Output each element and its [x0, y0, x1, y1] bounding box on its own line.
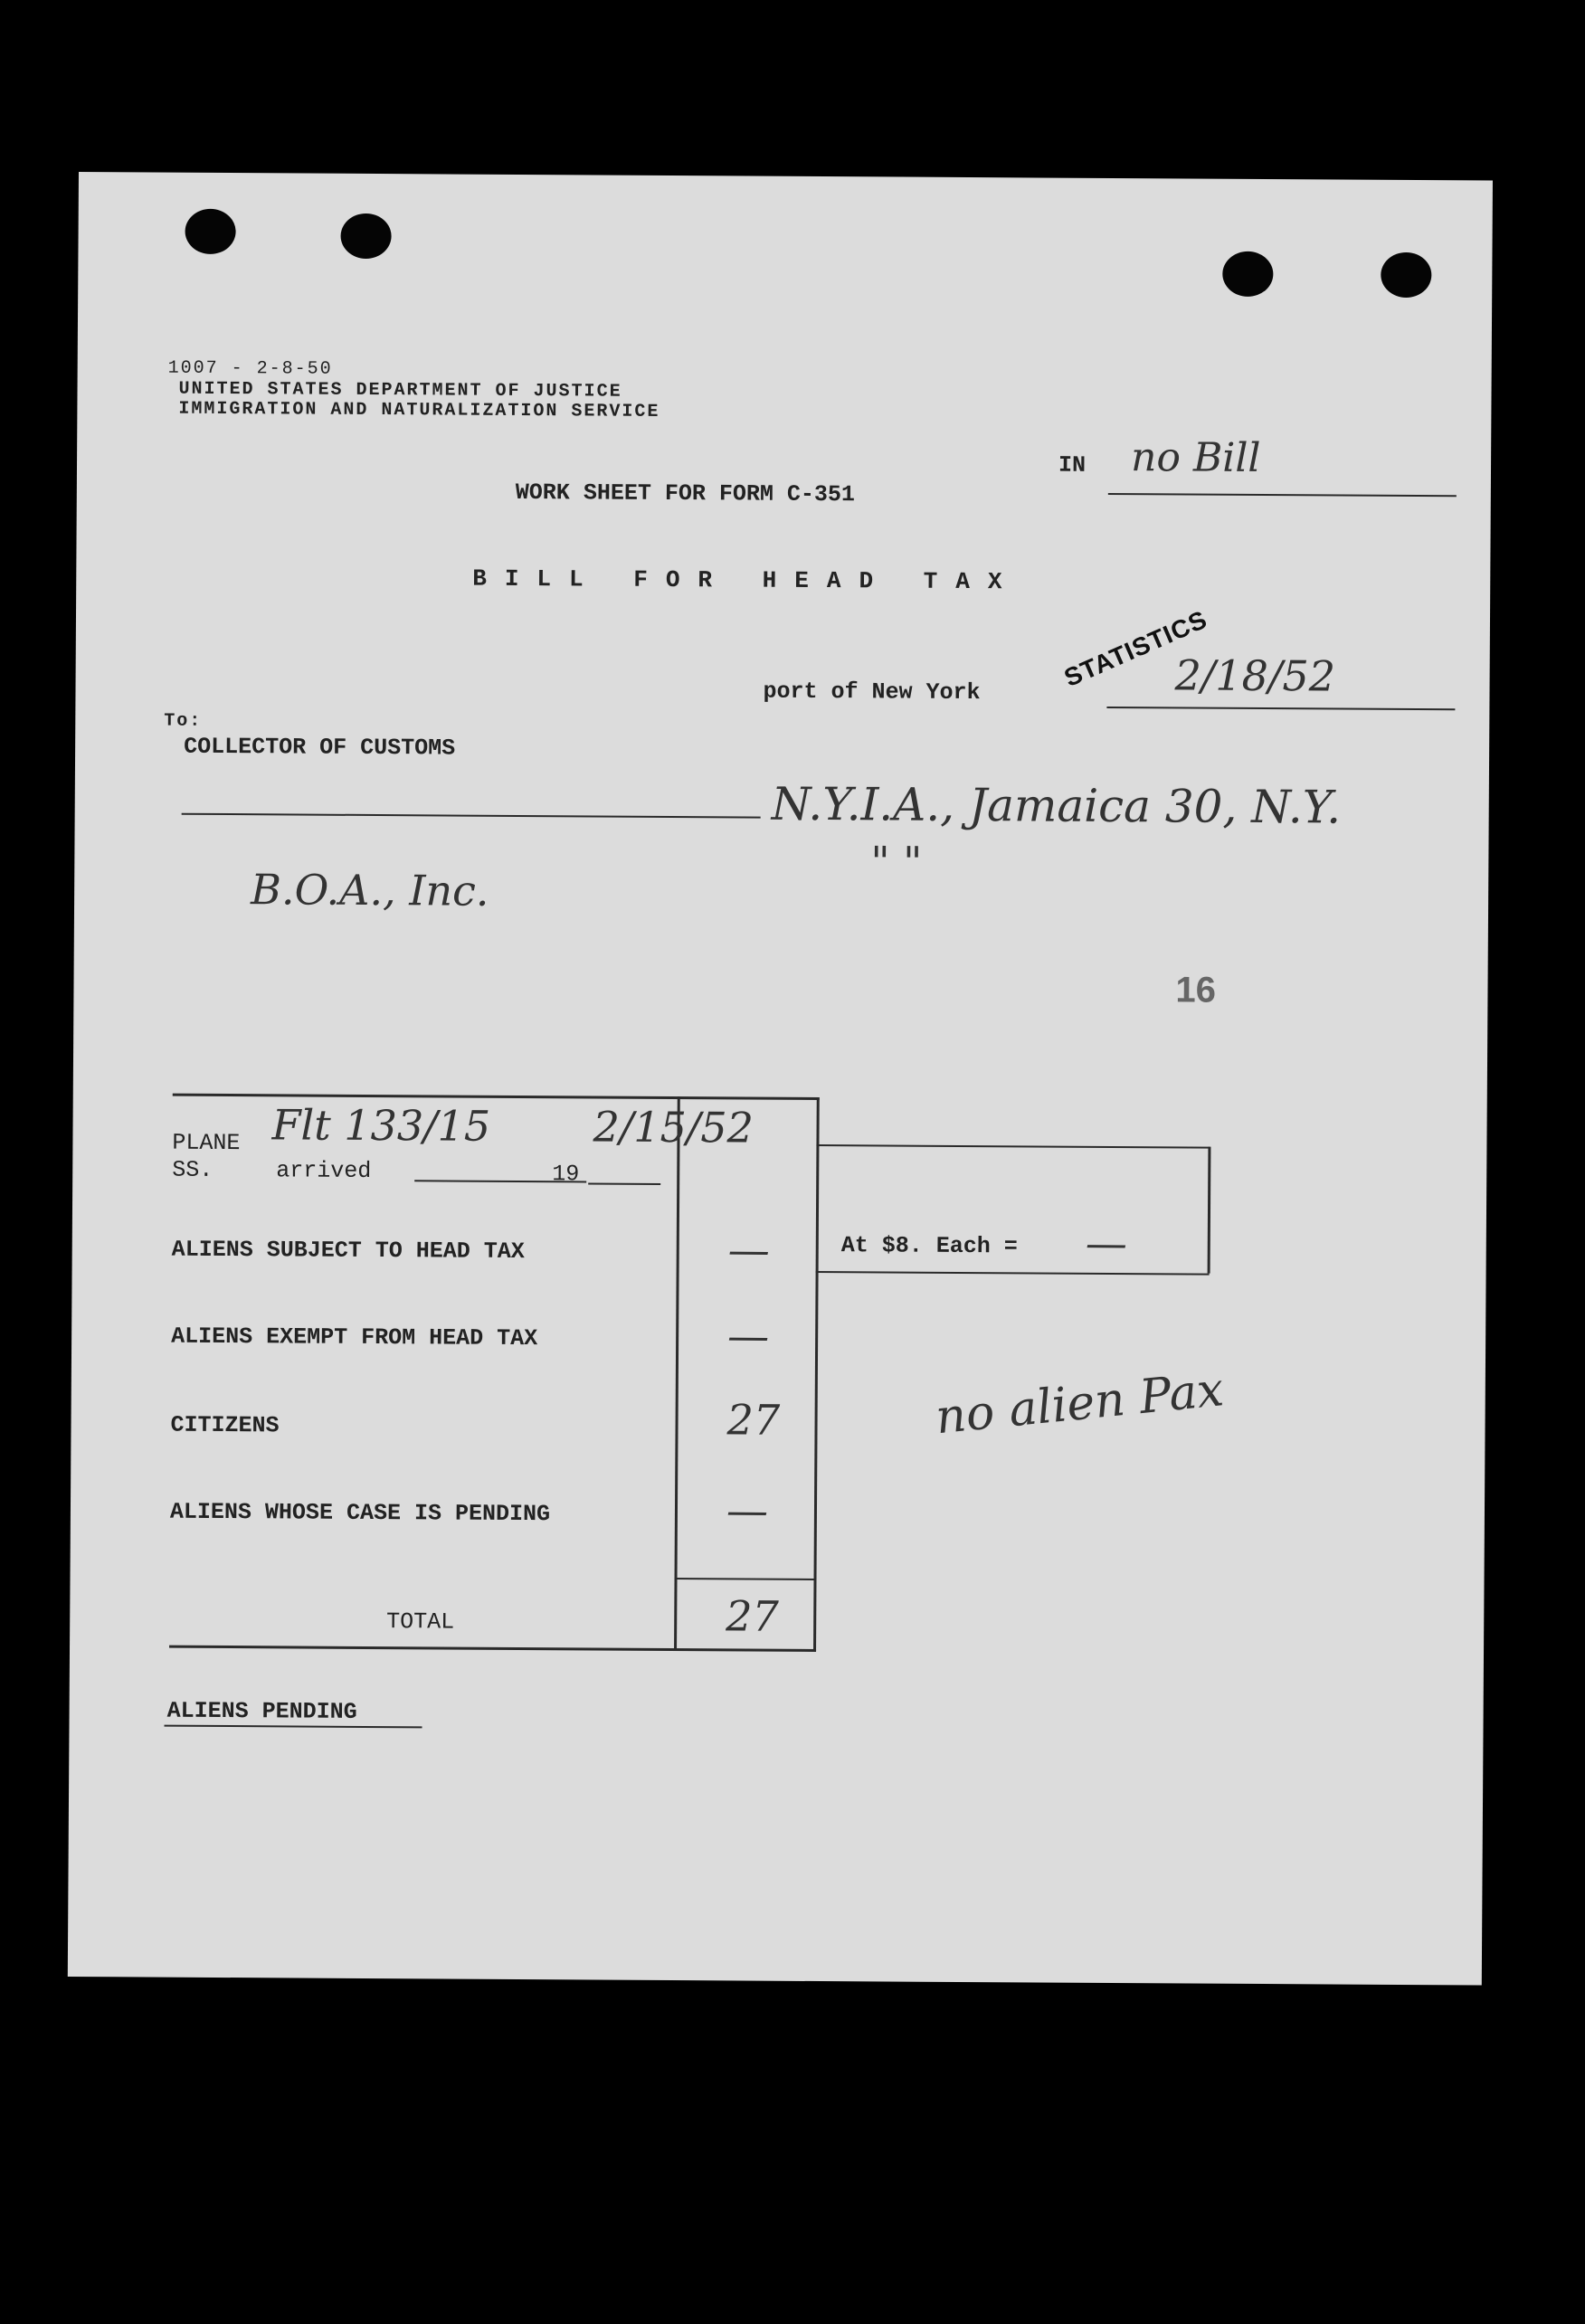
location-handwritten: N.Y.I.A., Jamaica 30, N.Y.	[771, 777, 1342, 834]
punch-hole	[340, 213, 391, 259]
row-label-citizens: CITIZENS	[170, 1411, 280, 1439]
in-value-handwritten: no Bill	[1130, 434, 1261, 481]
date-underline	[1106, 707, 1455, 710]
agency-line-2: IMMIGRATION AND NATURALIZATION SERVICE	[178, 398, 660, 422]
to-label: To:	[164, 710, 203, 732]
in-label: IN	[1058, 451, 1087, 479]
bill-date-handwritten: 2/18/52	[1174, 650, 1336, 701]
punch-hole	[1222, 251, 1273, 297]
rate-box-top	[816, 1144, 1210, 1149]
table-bottom-line	[169, 1646, 816, 1652]
plane-label: PLANE	[172, 1129, 241, 1157]
form-number: 1007 - 2-8-50	[167, 357, 333, 380]
year-prefix: 19	[552, 1161, 580, 1188]
punch-hole	[185, 209, 235, 254]
table-divider	[674, 1096, 680, 1650]
row-value-exempt: —	[726, 1311, 770, 1361]
aliens-pending-underline	[165, 1725, 422, 1729]
year-underline	[588, 1182, 660, 1184]
arrived-label: arrived	[276, 1157, 372, 1184]
statistics-stamp: STATISTICS	[1059, 604, 1212, 693]
rate-box-bottom	[816, 1271, 1210, 1276]
ss-label: SS.	[172, 1156, 214, 1183]
row-value-citizens: 27	[726, 1395, 781, 1445]
row-label-exempt: ALIENS EXEMPT FROM HEAD TAX	[171, 1323, 538, 1352]
flight-handwritten: Flt 133/15	[271, 1100, 491, 1151]
collector-underline	[182, 813, 761, 819]
row-value-subject: —	[727, 1225, 770, 1275]
rate-box-right	[1208, 1147, 1211, 1274]
total-value: 27	[726, 1591, 779, 1641]
punch-hole	[1381, 252, 1431, 298]
rate-value: —	[1085, 1218, 1127, 1268]
row-value-pending: —	[726, 1485, 769, 1535]
ditto-marks: " "	[870, 837, 923, 887]
table-right-border	[813, 1097, 820, 1651]
total-label: TOTAL	[386, 1608, 455, 1636]
total-top-line	[675, 1578, 817, 1580]
aliens-pending-label: ALIENS PENDING	[166, 1697, 357, 1725]
collector-label: COLLECTOR OF CUSTOMS	[184, 733, 456, 762]
company-handwritten: B.O.A., Inc.	[250, 865, 489, 915]
document-page	[68, 172, 1493, 1986]
agency-line-1: UNITED STATES DEPARTMENT OF JUSTICE	[178, 378, 622, 403]
arrival-date-handwritten: 2/15/52	[593, 1102, 755, 1153]
row-label-pending: ALIENS WHOSE CASE IS PENDING	[169, 1498, 551, 1528]
worksheet-title: WORK SHEET FOR FORM C-351	[515, 479, 855, 508]
in-underline	[1108, 493, 1457, 497]
rate-label: At $8. Each =	[840, 1232, 1018, 1260]
row-label-subject: ALIENS SUBJECT TO HEAD TAX	[171, 1236, 525, 1266]
bill-title: BILL FOR HEAD TAX	[472, 564, 1020, 596]
port-label: port of New York	[763, 678, 981, 707]
sheet-number: 16	[1175, 970, 1217, 1010]
note-handwritten: no alien Pax	[933, 1362, 1227, 1446]
table-top-line	[173, 1094, 820, 1100]
